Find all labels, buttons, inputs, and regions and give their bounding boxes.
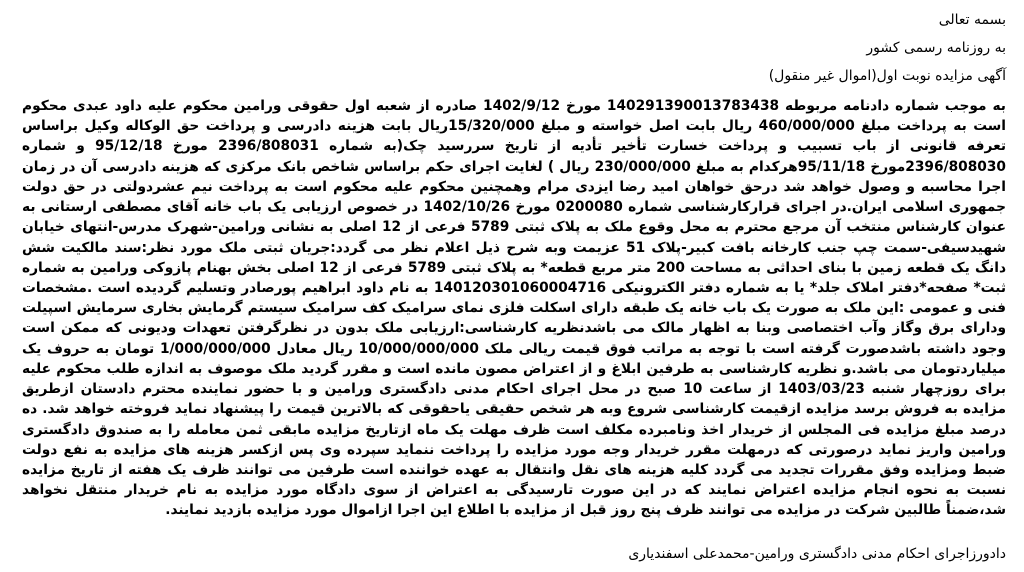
addressee-line: به روزنامه رسمی کشور [866, 40, 1006, 56]
notice-title: آگهی مزایده نوبت اول(اموال غیر منقول) [768, 68, 1006, 84]
signature-line: دادورزاجرای احکام مدنی دادگستری ورامین-محمدعلی اسفندیاری [628, 546, 1006, 562]
notice-body: به موجب شماره دادنامه مربوطه 140291390013783438 مورخ 1402/9/12 صادره از شعبه اول حقوقی ورامین محکوم علیه داود عبدی محکوم است به پرداخت مبلغ 460/000/000 ریال بابت اصل خواسته و مبلغ 15/320/000ریال بابت هزینه دادرسی و پرداخت حق الوکاله وکیل براساس تعرفه قانونی از باب تسبیب و پرداخت خسارت تأخیر تأدیه از تاریخ سررسید چک(به شماره 2396/808031 مورخ 95/12/18 و شماره 2396/808030مورخ 95/11/18هرکدام به مبلغ 230/000/000 ریال ) لغایت اجرای حکم براساس شاخص بانک مرکزی که هزینه دادرسی آن در زمان اجرا محاسبه و وصول خواهد شد درحق خواهان امید رضا ایزدی مرام وهمچنین محکوم علیه محکوم است به پرداخت نیم عشردولتی در حق دولت جمهوری اسلامی ایران.در اجرای قرارکارشناسی شماره 0200080 مورخ 1402/10/26 در خصوص ارزیابی یک باب خانه آقای مصطفی ارستانی به عنوان کارشناس منتخب آن مرجع محترم به محل وقوع ملک به پلاک ثبتی 5789 فرعی از 12 اصلی به نشانی ورامین-شهرک مدرس-انتهای خیابان شهیدسیفی-سمت چپ جنب کارخانه بافت کبیر-پلاک 51 عزیمت وبه شرح ذیل اعلام نظر می گردد:جریان ثبتی ملک مورد نظر:سند مالکیت شش دانگ یک قطعه زمین با بنای احداثی به مساحت 200 متر مربع قطعه* به پلاک ثبتی 5789 فرعی از 12 اصلی بخش بهنام پازوکی ورامین به شماره ثبت* صفحه*دفتر املاک جلد* یا به شماره دفتر الکترونیکی 140120301060004716 به نام داود ابراهیم پورصادر وتسلیم گردیده است .مشخصات فنی و عمومی :این ملک به صورت یک باب خانه یک طبقه دارای اسکلت فلزی نمای سرامیک کف سرامیک سیستم گرمایش بخاری سرمایش اسپیلت ودارای برق وگاز وآب اختصاصی وبنا به اظهار مالک می باشدنظریه کارشناسی:ارزیابی ملک بدون در نظرگرفتن تعهدات ودیونی که ممکن است وجود داشته باشدصورت گرفته است با توجه به مراتب فوق قیمت ریالی ملک 10/000/000/000 ریال معادل 1/000/000/000 تومان به حروف یک میلیاردتومان می باشد.و نظریه کارشناسی به طرفین ابلاغ و از اعتراض مصون مانده است و مقرر گردید ملک موصوف به اندازه طلب محکوم علیه برای روزچهار شنبه 1403/03/23 از ساعت 10 صبح در محل اجرای احکام مدنی دادگستری ورامین و با حضور نماینده محترم دادستان ازطریق مزایده به فروش برسد مزایده ازقیمت کارشناسی شروع وبه هر شخص حقیقی یاحقوقی که بالاترین قیمت را پیشنهاد نماید فروخته خواهد شد. ده درصد مبلغ مزایده فی المجلس از خریدار اخذ ونامبرده مکلف است ظرف مهلت یک ماه ازتاریخ مزایده مابقی ثمن معامله را به صندوق دادگستری ورامین واریز نماید درصورتی که درمهلت مقرر خریدار وجه مورد مزایده را پرداخت ننماید سپرده وی پس ازکسر هزینه های مزایده به نفع دولت ضبط ومزایده وفق مقررات تجدید می گردد کلیه هزینه های نقل وانتقال به عهده خواننده است طرفین می توانند ظرف یک هفته از تاریخ مزایده نسبت به نحوه انجام مزایده اعتراض نمایند که در این صورت تارسیدگی به اعتراض از سوی دادگاه مورد مزایده به نام خریدار منتقل نخواهد شد،ضمناً طالبین شرکت در مزایده می توانند ظرف پنج روز قبل از مزایده با اطلاع این اجرا ازاموال مورد مزایده بازدید نمایند. [22, 98, 1006, 519]
basmala-heading: بسمه تعالی [938, 12, 1006, 28]
